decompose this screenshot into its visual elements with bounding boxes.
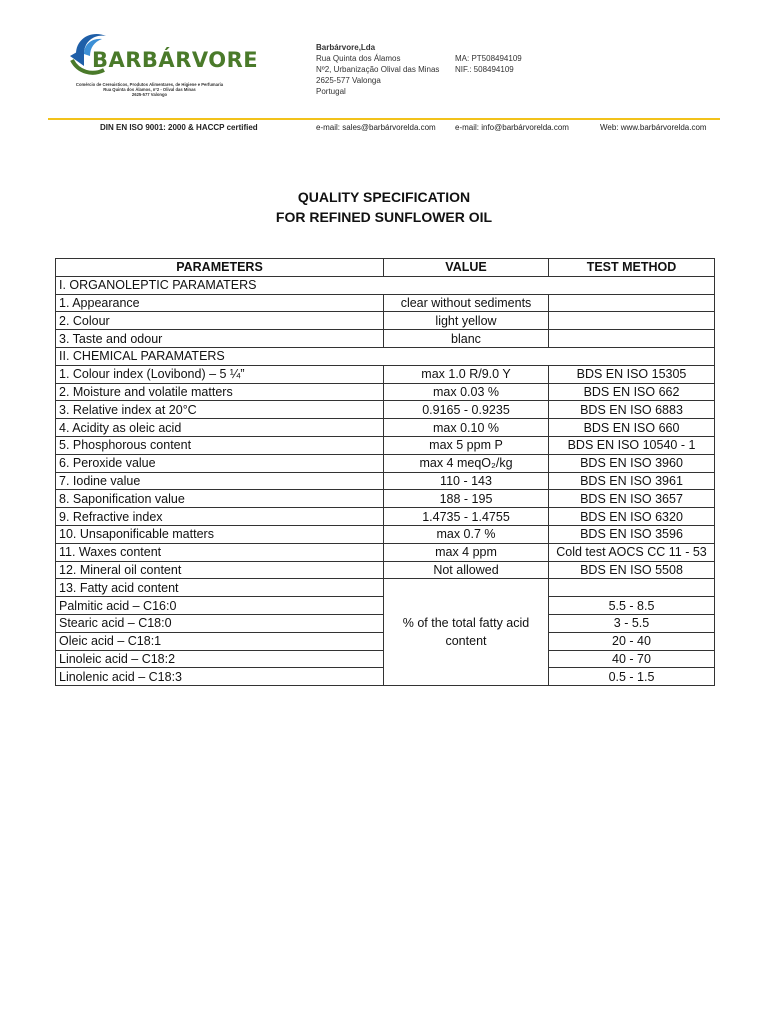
parameter-cell: 11. Waxes content xyxy=(56,543,384,561)
test-method-cell: 20 - 40 xyxy=(549,632,715,650)
section-row xyxy=(56,347,715,365)
table-row xyxy=(56,436,715,454)
certification-text: DIN EN ISO 9001: 2000 & HACCP certified xyxy=(100,123,258,132)
parameter-cell: Stearic acid – C18:0 xyxy=(56,614,384,632)
fatty-acid-value-cell: % of the total fatty acid content xyxy=(384,579,549,686)
test-method-cell: 0.5 - 1.5 xyxy=(549,668,715,686)
nif-number: NIF.: 508494109 xyxy=(455,65,514,74)
value-cell: max 5 ppm P xyxy=(384,436,549,454)
header-test-method: TEST METHOD xyxy=(549,259,715,277)
value-cell: 1.4735 - 1.4755 xyxy=(384,508,549,526)
table-row xyxy=(56,401,715,419)
test-method-cell: BDS EN ISO 660 xyxy=(549,419,715,437)
table-row xyxy=(56,365,715,383)
section-title: I. ORGANOLEPTIC PARAMATERS xyxy=(56,276,715,294)
parameter-cell: 13. Fatty acid content xyxy=(56,579,384,597)
value-cell: max 4 meqO₂/kg xyxy=(384,454,549,472)
test-method-cell: BDS EN ISO 15305 xyxy=(549,365,715,383)
table-row xyxy=(56,561,715,579)
parameter-cell: Oleic acid – C18:1 xyxy=(56,632,384,650)
logo-tagline: Comércio de Cereaisticos, Produtos Alimentares, de Higiene e Perfumaria Rua Quinta dos Álamos, nº2 - Olival das Minas 2625-577 Valongo xyxy=(75,82,224,97)
value-cell: Not allowed xyxy=(384,561,549,579)
company-logo xyxy=(62,26,259,106)
table-row xyxy=(56,383,715,401)
value-cell: 188 - 195 xyxy=(384,490,549,508)
value-cell: clear without sediments xyxy=(384,294,549,312)
test-method-cell: BDS EN ISO 5508 xyxy=(549,561,715,579)
value-cell: light yellow xyxy=(384,312,549,330)
parameter-cell: 5. Phosphorous content xyxy=(56,436,384,454)
test-method-cell: 40 - 70 xyxy=(549,650,715,668)
test-method-cell xyxy=(549,294,715,312)
parameter-cell: 2. Moisture and volatile matters xyxy=(56,383,384,401)
parameter-cell: 3. Taste and odour xyxy=(56,330,384,348)
table-row xyxy=(56,508,715,526)
value-cell: max 4 ppm xyxy=(384,543,549,561)
header-divider xyxy=(48,118,720,120)
specification-table xyxy=(55,258,715,686)
table-header-row xyxy=(56,259,715,277)
test-method-cell: BDS EN ISO 3960 xyxy=(549,454,715,472)
table-row xyxy=(56,525,715,543)
table-row xyxy=(56,419,715,437)
table-row xyxy=(56,579,715,597)
logo-wordmark: BARBÁRVORE xyxy=(92,48,259,72)
value-cell: max 0.10 % xyxy=(384,419,549,437)
document-title-line1: QUALITY SPECIFICATION xyxy=(297,189,471,205)
company-name: Barbárvore,Lda xyxy=(316,43,376,52)
test-method-cell xyxy=(549,330,715,348)
test-method-cell: 3 - 5.5 xyxy=(549,614,715,632)
test-method-cell: BDS EN ISO 6320 xyxy=(549,508,715,526)
website: Web: www.barbárvorelda.com xyxy=(600,123,707,132)
parameter-cell: 3. Relative index at 20°C xyxy=(56,401,384,419)
test-method-cell: BDS EN ISO 662 xyxy=(549,383,715,401)
sales-email: e-mail: sales@barbárvorelda.com xyxy=(316,123,436,132)
header-value: VALUE xyxy=(384,259,549,277)
test-method-cell: BDS EN ISO 3961 xyxy=(549,472,715,490)
parameter-cell: 8. Saponification value xyxy=(56,490,384,508)
table-row xyxy=(56,543,715,561)
ma-number: MA: PT508494109 xyxy=(455,54,522,63)
value-cell: 110 - 143 xyxy=(384,472,549,490)
parameter-cell: Linoleic acid – C18:2 xyxy=(56,650,384,668)
test-method-cell: 5.5 - 8.5 xyxy=(549,597,715,615)
company-ids xyxy=(455,53,522,75)
section-title: II. CHEMICAL PARAMATERS xyxy=(56,347,715,365)
info-email: e-mail: info@barbárvorelda.com xyxy=(455,123,569,132)
company-address: Barbárvore,Lda Rua Quinta dos Álamos Nº2, Urbanização Olival das Minas 2625-577 Valonga Portugal xyxy=(316,43,440,96)
test-method-cell: BDS EN ISO 3657 xyxy=(549,490,715,508)
parameter-cell: 6. Peroxide value xyxy=(56,454,384,472)
test-method-cell: BDS EN ISO 6883 xyxy=(549,401,715,419)
value-cell: max 1.0 R/9.0 Y xyxy=(384,365,549,383)
value-cell: 0.9165 - 0.9235 xyxy=(384,401,549,419)
document-title-line2: FOR REFINED SUNFLOWER OIL xyxy=(275,209,493,225)
parameter-cell: 12. Mineral oil content xyxy=(56,561,384,579)
parameter-cell: Linolenic acid – C18:3 xyxy=(56,668,384,686)
header-parameters: PARAMETERS xyxy=(56,259,384,277)
value-cell: max 0.7 % xyxy=(384,525,549,543)
parameter-cell: 1. Appearance xyxy=(56,294,384,312)
parameter-cell: 1. Colour index (Lovibond) – 5 ¼” xyxy=(56,365,384,383)
parameter-cell: 9. Refractive index xyxy=(56,508,384,526)
parameter-cell: Palmitic acid – C16:0 xyxy=(56,597,384,615)
table-row xyxy=(56,490,715,508)
parameter-cell: 2. Colour xyxy=(56,312,384,330)
table-row xyxy=(56,312,715,330)
test-method-cell: BDS EN ISO 3596 xyxy=(549,525,715,543)
parameter-cell: 7. Iodine value xyxy=(56,472,384,490)
value-cell: max 0.03 % xyxy=(384,383,549,401)
test-method-cell xyxy=(549,312,715,330)
table-row xyxy=(56,294,715,312)
table-row xyxy=(56,330,715,348)
section-row xyxy=(56,276,715,294)
value-cell: blanc xyxy=(384,330,549,348)
parameter-cell: 4. Acidity as oleic acid xyxy=(56,419,384,437)
test-method-cell: BDS EN ISO 10540 - 1 xyxy=(549,436,715,454)
parameter-cell: 10. Unsaponificable matters xyxy=(56,525,384,543)
test-method-cell: Cold test AOCS CC 11 - 53 xyxy=(549,543,715,561)
table-row xyxy=(56,472,715,490)
test-method-cell xyxy=(549,579,715,597)
table-row xyxy=(56,454,715,472)
